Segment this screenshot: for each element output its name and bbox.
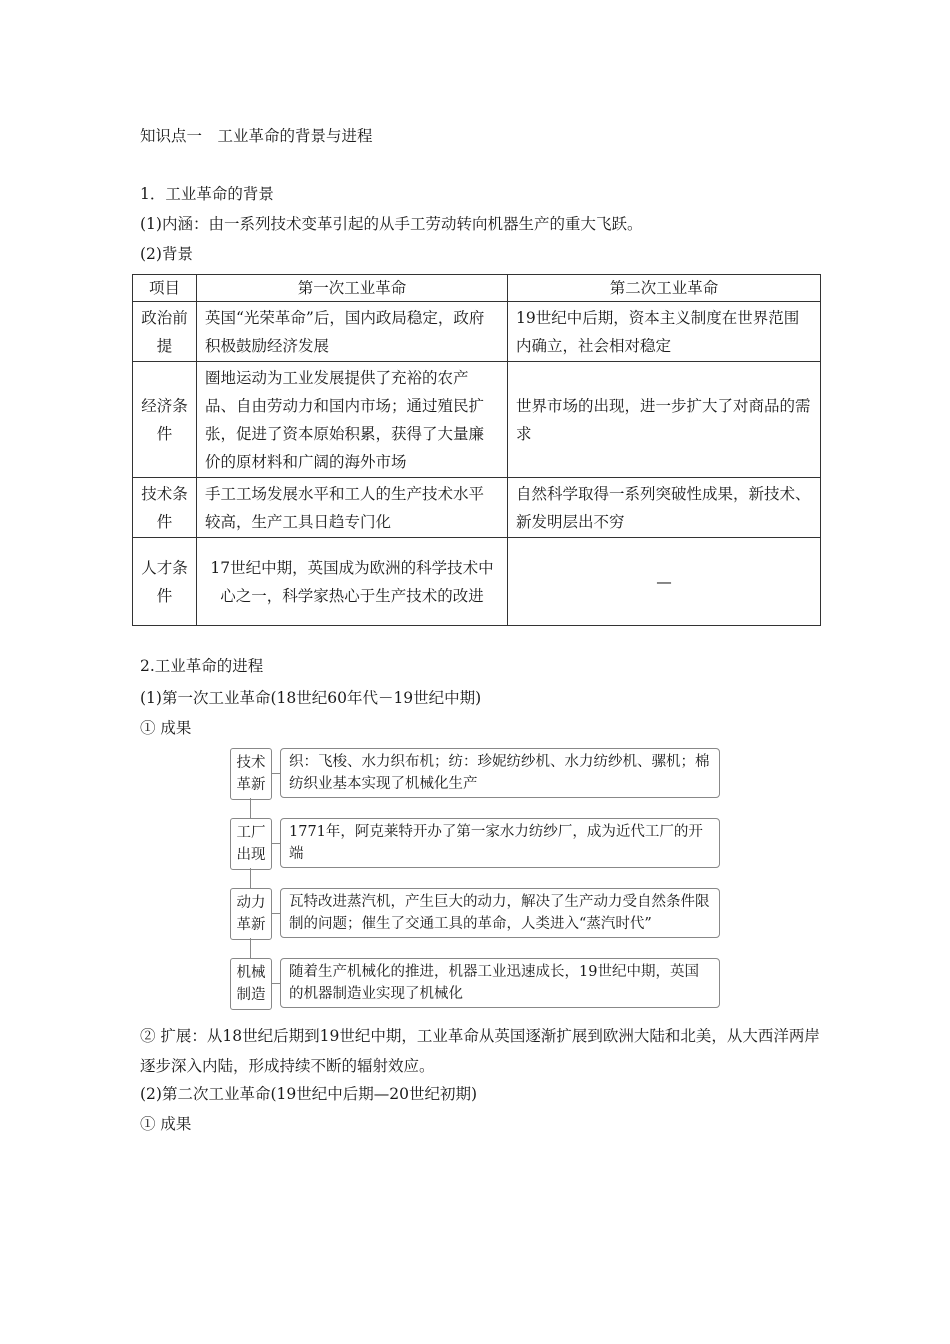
row-first: 手工工场发展水平和工人的生产技术水平较高，生产工具日趋专门化 (197, 478, 508, 538)
table-row (133, 302, 821, 362)
flow-label: 机械制造 (230, 958, 272, 1010)
flow-box: 1771年，阿克莱特开办了第一家水力纺纱厂，成为近代工厂的开端 (280, 818, 720, 868)
row-first: 17世纪中期，英国成为欧洲的科学技术中心之一，科学家热心于生产技术的改进 (197, 538, 508, 626)
row-item: 技术条件 (133, 478, 197, 538)
flow-label: 技术革新 (230, 748, 272, 800)
flow-connector (272, 983, 280, 984)
background-label: (2)背景 (140, 245, 193, 263)
flow-connector (250, 868, 251, 888)
row-second: — (508, 538, 821, 626)
row-second: 自然科学取得一系列突破性成果，新技术、新发明层出不穷 (508, 478, 821, 538)
flow-connector (272, 773, 280, 774)
row-first: 英国“光荣革命”后，国内政局稳定，政府积极鼓励经济发展 (197, 302, 508, 362)
row-second: 19世纪中后期，资本主义制度在世界范围内确立，社会相对稳定 (508, 302, 821, 362)
flow-connector (272, 913, 280, 914)
flow-label: 动力革新 (230, 888, 272, 940)
background-table (132, 274, 821, 626)
row-first: 圈地运动为工业发展提供了充裕的农产品、自由劳动力和国内市场；通过殖民扩张，促进了资本原始积累，获得了大量廉价的原材料和广阔的海外市场 (197, 362, 508, 478)
flow-connector (250, 938, 251, 958)
flow-connector (272, 843, 280, 844)
table-row (133, 538, 821, 626)
table-row (133, 362, 821, 478)
row-second: 世界市场的出现，进一步扩大了对商品的需求 (508, 362, 821, 478)
flow-box: 随着生产机械化的推进，机器工业迅速成长，19世纪中期，英国的机器制造业实现了机械化 (280, 958, 720, 1008)
flow-label: 工厂出现 (230, 818, 272, 870)
header-second: 第二次工业革命 (508, 275, 821, 302)
header-item: 项目 (133, 275, 197, 302)
achievements-label: ① 成果 (140, 719, 192, 737)
flow-connector (250, 798, 251, 818)
row-item: 政治前提 (133, 302, 197, 362)
table-row (133, 478, 821, 538)
definition-paragraph: (1)内涵：由一系列技术变革引起的从手工劳动转向机器生产的重大飞跃。 (140, 215, 643, 233)
row-item: 人才条件 (133, 538, 197, 626)
second-revolution-title: (2)第二次工业革命(19世纪中后期—20世纪初期) (140, 1085, 477, 1103)
background-title: 1．工业革命的背景 (140, 185, 274, 203)
table-header-row (133, 275, 821, 302)
first-revolution-title: (1)第一次工业革命(18世纪60年代－19世纪中期) (140, 689, 482, 707)
achievements-label-2: ① 成果 (140, 1115, 192, 1133)
section-heading: 知识点一 工业革命的背景与进程 (140, 127, 373, 145)
flow-box: 织：飞梭、水力织布机；纺：珍妮纺纱机、水力纺纱机、骡机；棉纺织业基本实现了机械化生产 (280, 748, 720, 798)
header-first: 第一次工业革命 (197, 275, 508, 302)
process-title: 2.工业革命的进程 (140, 657, 264, 675)
row-item: 经济条件 (133, 362, 197, 478)
expansion-paragraph: ② 扩展：从18世纪后期到19世纪中期，工业革命从英国逐渐扩展到欧洲大陆和北美，从大西洋两岸逐步深入内陆，形成持续不断的辐射效应。 (140, 1027, 820, 1075)
flow-box: 瓦特改进蒸汽机，产生巨大的动力，解决了生产动力受自然条件限制的问题；催生了交通工具的革命，人类进入“蒸汽时代” (280, 888, 720, 938)
